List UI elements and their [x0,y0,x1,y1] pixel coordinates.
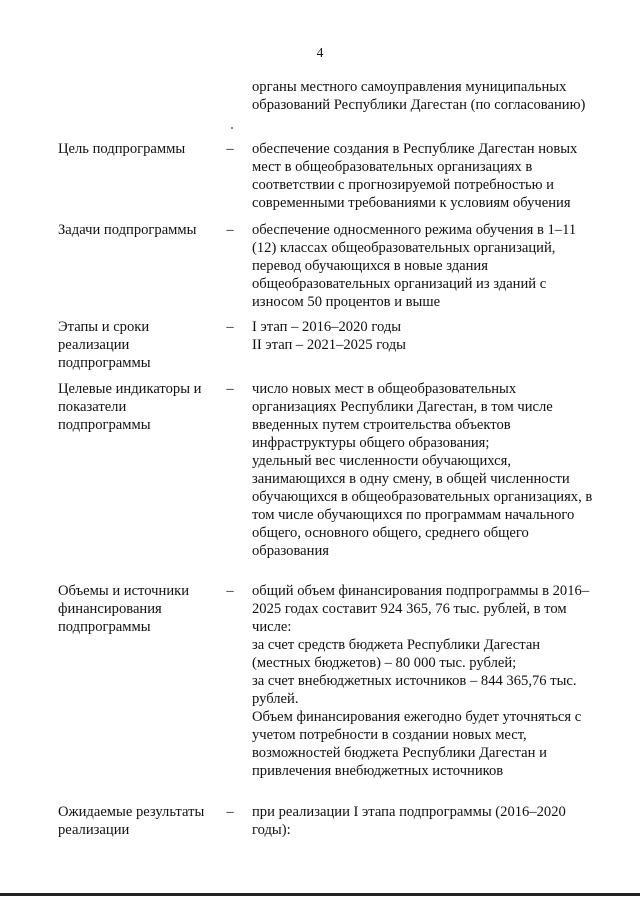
row-content [252,582,614,780]
row-label [58,318,218,372]
scan-speck [231,127,233,129]
text-line: обучающихся в общеобразовательных организациях, в [252,489,593,505]
text-line: образования [252,543,329,559]
text-line: годы): [252,822,291,838]
label-line: подпрограммы [58,619,151,635]
text-line: I этап – 2016–2020 годы [252,319,402,335]
row-dash: – [226,319,234,335]
text-line: числе: [252,619,292,635]
text-line: за счет внебюджетных источников – 844 365,76 тыс. [252,673,577,689]
label-line: реализации [58,337,130,353]
text-line: том числе обучающихся по программам начального [252,507,575,523]
text-line: (12) классах общеобразовательных организаций, [252,240,556,256]
text-line: рублей. [252,691,299,707]
row-dash: – [226,222,234,238]
row-dash: – [226,583,234,599]
text-line: перевод обучающихся в новые здания [252,258,488,274]
label-line: Этапы и сроки [58,319,150,335]
row-label [58,380,218,434]
label-line: реализации [58,822,130,838]
row-label [58,803,218,839]
row-dash: – [226,381,234,397]
text-line: общеобразовательных организаций из зданий с [252,276,547,292]
text-line: образований Республики Дагестан (по согласованию) [252,97,586,113]
page-number: 4 [316,45,324,60]
row-content [252,140,614,212]
text-line: соответствии с прогнозируемой потребностью и [252,177,554,193]
text-line: занимающихся в одну смену, в общей численности [252,471,570,487]
row-label [58,140,218,158]
label-line: Ожидаемые результаты [58,804,205,820]
text-line: организациях Республики Дагестан, в том числе [252,399,553,415]
text-line: инфраструктуры общего образования; [252,435,490,451]
label-line: Целевые индикаторы и [58,381,202,397]
row-content [252,221,614,311]
text-line: 2025 годах составит 924 365, 76 тыс. рублей, в том [252,601,567,617]
text-line: введенных путем строительства объектов [252,417,511,433]
text-line: общего, основного общего, среднего общего [252,525,529,541]
continuation-text [252,78,612,114]
text-line: современными требованиями к условиям обучения [252,195,571,211]
text-line: удельный вес численности обучающихся, [252,453,511,469]
label-line: показатели [58,399,127,415]
row-content [252,318,614,354]
text-line: привлечения внебюджетных источников [252,763,504,779]
text-line: Объем финансирования ежегодно будет уточняться с [252,709,582,725]
row-content [252,803,614,839]
text-line: учетом потребности в создании новых мест, [252,727,527,743]
row-dash: – [226,141,234,157]
text-line: число новых мест в общеобразовательных [252,381,517,397]
row-label [58,582,218,636]
text-line: за счет средств бюджета Республики Дагестан [252,637,541,653]
row-content [252,380,614,560]
text-line: возможностей бюджета Республики Дагестан и [252,745,547,761]
text-line: (местных бюджетов) – 80 000 тыс. рублей; [252,655,517,671]
label-line: Объемы и источники [58,583,190,599]
label-line: Задачи подпрограммы [58,222,197,238]
text-line: органы местного самоуправления муниципальных [252,79,567,95]
scan-bottom-edge [0,893,640,896]
text-line: при реализации I этапа подпрограммы (2016–2020 [252,804,566,820]
text-line: II этап – 2021–2025 годы [252,337,406,353]
text-line: износом 50 процентов и выше [252,294,441,310]
row-label [58,221,218,239]
label-line: подпрограммы [58,355,151,371]
text-line: обеспечение создания в Республике Дагестан новых [252,141,578,157]
label-line: Цель подпрограммы [58,141,186,157]
label-line: финансирования [58,601,162,617]
row-dash: – [226,804,234,820]
text-line: общий объем финансирования подпрограммы в 2016– [252,583,590,599]
label-line: подпрограммы [58,417,151,433]
text-line: обеспечение односменного режима обучения в 1–11 [252,222,577,238]
text-line: мест в общеобразовательных организациях в [252,159,533,175]
